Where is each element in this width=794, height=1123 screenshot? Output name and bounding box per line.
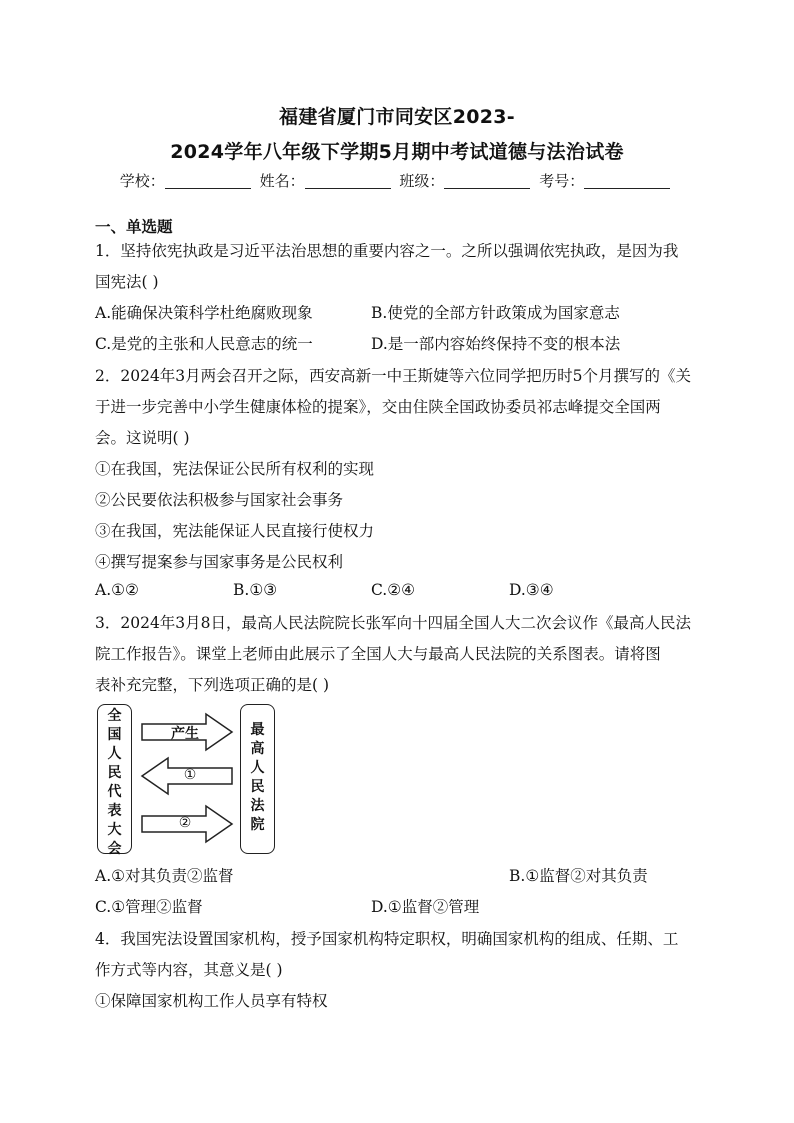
supreme-court-box (240, 704, 275, 854)
q3-option-d: D.①监督②管理 (371, 898, 480, 916)
q4-stem-line2: 作方式等内容，其意义是( ) (95, 961, 283, 979)
court-char: 最 (250, 722, 265, 738)
court-char: 高 (250, 741, 265, 757)
q2-option-b: B.①③ (233, 581, 278, 599)
q2-stem-line2: 于进一步完善中小学生健康体检的提案》，交由住陕全国政协委员祁志峰提交全国两 (95, 398, 661, 416)
q1-stem-line2: 国宪法( ) (95, 273, 159, 291)
class-label: 班级： (399, 172, 445, 190)
class-blank[interactable] (444, 172, 530, 189)
npc-char: 表 (107, 803, 122, 819)
q2-statement-2: ②公民要依法积极参与国家社会事务 (95, 491, 344, 509)
exam-number-blank[interactable] (584, 172, 670, 189)
q4-stem-line1: 4．我国宪法设置国家机构，授予国家机构特定职权，明确国家机构的组成、任期、工 (95, 930, 679, 948)
court-char: 人 (250, 760, 265, 776)
name-blank[interactable] (305, 172, 391, 189)
npc-char: 大 (107, 822, 122, 838)
arrow-label-produce: 产生 (171, 726, 199, 742)
section-title: 一、单选题 (95, 218, 173, 236)
arrow-label-1: ① (183, 767, 197, 783)
q3-stem-line1: 3．2024年3月8日，最高人民法院院长张军向十四届全国人大二次会议作《最高人民法 (95, 614, 692, 632)
school-blank[interactable] (165, 172, 251, 189)
q2-option-d: D.③④ (509, 581, 554, 599)
q1-option-d: D.是一部内容始终保持不变的根本法 (371, 335, 621, 353)
exam-title-line2: 2024学年八年级下学期5月期中考试道德与法治试卷 (170, 141, 624, 163)
q1-option-c: C.是党的主张和人民意志的统一 (95, 335, 313, 353)
court-char: 院 (250, 817, 265, 833)
npc-char: 全 (107, 708, 122, 724)
q2-statement-4: ④撰写提案参与国家事务是公民权利 (95, 553, 344, 571)
npc-char: 会 (107, 841, 122, 857)
npc-char: 民 (107, 765, 122, 781)
q2-stem-line3: 会。这说明( ) (95, 429, 190, 447)
arrow-label-2: ② (178, 815, 192, 831)
npc-char: 代 (107, 784, 122, 800)
q3-stem-line3: 表补充完整，下列选项正确的是( ) (95, 676, 330, 694)
q3-stem-line2: 院工作报告》。课堂上老师由此展示了全国人大与最高人民法院的关系图表。请将图 (95, 645, 661, 663)
npc-char: 人 (107, 746, 122, 762)
q3-option-b: B.①监督②对其负责 (509, 867, 648, 885)
school-label: 学校： (119, 172, 165, 190)
exam-number-label: 考号： (539, 172, 585, 190)
name-label: 姓名： (259, 172, 305, 190)
court-char: 法 (250, 798, 265, 814)
q2-option-a: A.①② (95, 581, 139, 599)
q3-option-c: C.①管理②监督 (95, 898, 203, 916)
court-char: 民 (250, 779, 265, 795)
q1-stem-line1: 1．坚持依宪执政是习近平法治思想的重要内容之一。之所以强调依宪执政，是因为我 (95, 242, 679, 260)
q2-option-c: C.②④ (371, 581, 416, 599)
q4-statement-1: ①保障国家机构工作人员享有特权 (95, 992, 328, 1010)
npc-box (97, 704, 132, 857)
q3-option-a: A.①对其负责②监督 (95, 867, 234, 885)
q1-option-a: A.能确保决策科学杜绝腐败现象 (95, 304, 313, 322)
student-info-row (0, 170, 794, 191)
q2-statement-1: ①在我国，宪法保证公民所有权利的实现 (95, 460, 375, 478)
q1-option-b: B.使党的全部方针政策成为国家意志 (371, 304, 620, 322)
npc-char: 国 (107, 727, 122, 743)
q2-statement-3: ③在我国，宪法能保证人民直接行使权力 (95, 522, 375, 540)
q2-stem-line1: 2．2024年3月两会召开之际，西安高新一中王斯婕等六位同学把历时5个月撰写的《关 (95, 367, 692, 385)
exam-title-line1: 福建省厦门市同安区2023- (279, 106, 515, 128)
